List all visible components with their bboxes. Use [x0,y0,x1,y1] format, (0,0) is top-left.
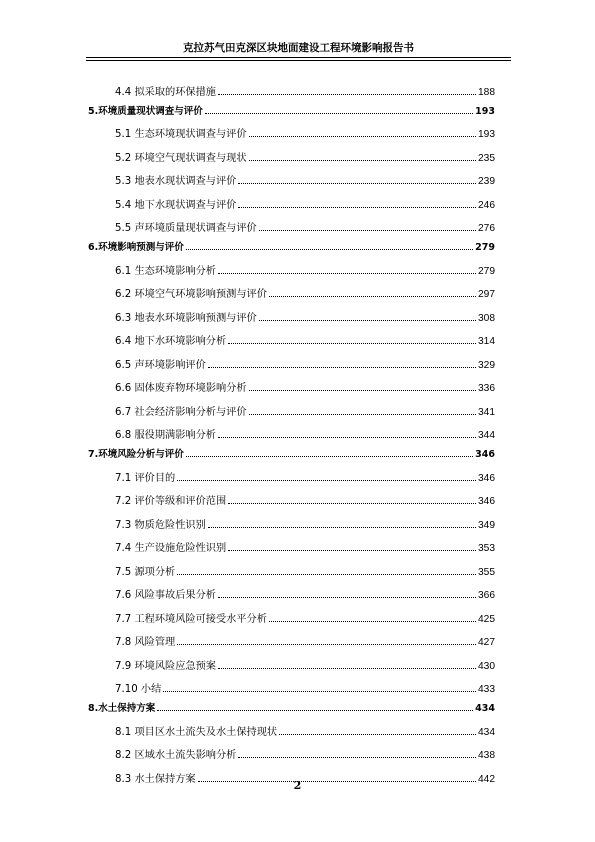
toc-page-number: 308 [478,312,495,324]
toc-entry-title: 7.8 风险管理 [115,637,176,648]
toc-dot-leader [259,320,476,321]
toc-entry-title: 7.6 风险事故后果分析 [115,590,216,601]
toc-page-number: 346 [478,496,495,507]
toc-section-entry[interactable] [88,648,495,672]
toc-dot-leader [177,574,476,575]
toc-dot-leader [228,550,476,551]
toc-chapter-entry[interactable] [88,234,495,253]
toc-section-entry[interactable] [88,460,495,484]
toc-entry-title: 5.3 地表水现状调查与评价 [115,176,237,187]
toc-section-entry[interactable] [88,347,495,371]
toc-dot-leader [208,527,476,528]
toc-entry-title: 8.2 区域水土流失影响分析 [115,750,237,761]
toc-entry-title: 5.环境质量现状调查与评价 [88,105,203,117]
toc-page-number: 276 [478,223,495,234]
toc-page-number: 349 [478,519,495,531]
toc-entry-title: 5.4 地下水现状调查与评价 [115,199,237,211]
toc-section-entry[interactable] [88,531,495,555]
toc-dot-leader [279,734,476,735]
toc-entry-title: 7.10 小结 [115,684,162,695]
toc-page-number: 346 [478,472,495,484]
toc-section-entry[interactable] [88,672,495,696]
toc-page-number: 336 [478,383,495,394]
toc-entry-title: 7.环境风险分析与评价 [88,449,184,460]
toc-section-entry[interactable] [88,117,495,141]
toc-entry-title: 7.1 评价目的 [115,472,176,484]
toc-section-entry[interactable] [88,74,495,98]
toc-page-number: 353 [478,543,495,554]
toc-page-number: 279 [478,265,495,277]
toc-page-number: 246 [478,199,495,211]
toc-chapter-entry[interactable] [88,98,495,117]
toc-dot-leader [249,414,476,415]
toc-page-number: 188 [478,86,495,98]
toc-section-entry[interactable] [88,211,495,235]
toc-dot-leader [249,160,476,161]
toc-page-number: 329 [478,359,495,371]
toc-entry-title: 7.2 评价等级和评价范围 [115,496,227,507]
toc-dot-leader [177,480,476,481]
toc-page-number: 279 [475,242,495,253]
toc-dot-leader [228,503,476,504]
toc-dot-leader [186,456,473,457]
toc-dot-leader [218,437,476,438]
toc-chapter-entry[interactable] [88,441,495,460]
toc-section-entry[interactable] [88,578,495,602]
toc-entry-title: 7.9 环境风险应急预案 [115,660,216,672]
toc-entry-title: 6.环境影响预测与评价 [88,242,184,253]
toc-dot-leader [208,367,476,368]
toc-page-number: 425 [478,613,495,625]
toc-section-entry[interactable] [88,253,495,277]
toc-entry-title: 6.6 固体废弃物环境影响分析 [115,383,247,394]
toc-dot-leader [249,390,476,391]
table-of-contents [88,74,495,785]
toc-dot-leader [218,597,476,598]
toc-page-number: 235 [478,152,495,164]
toc-page-number: 346 [475,449,495,460]
toc-dot-leader [186,249,473,250]
toc-page-number: 433 [478,684,495,695]
running-header: 克拉苏气田克深区块地面建设工程环境影响报告书 [183,42,414,54]
toc-section-entry[interactable] [88,371,495,395]
toc-section-entry[interactable] [88,140,495,164]
toc-dot-leader [205,113,473,114]
toc-section-entry[interactable] [88,484,495,508]
toc-entry-title: 6.7 社会经济影响分析与评价 [115,406,247,418]
toc-entry-title: 5.2 环境空气现状调查与现状 [115,152,247,164]
toc-entry-title: 7.5 源项分析 [115,566,176,578]
toc-section-entry[interactable] [88,277,495,301]
toc-dot-leader [259,230,476,231]
toc-entry-title: 5.5 声环境质量现状调查与评价 [115,223,257,234]
toc-dot-leader [228,343,476,344]
toc-entry-title: 7.4 生产设施危险性识别 [115,543,227,554]
toc-section-entry[interactable] [88,324,495,348]
page-number: 2 [293,779,302,792]
toc-entry-title: 8.3 水土保持方案 [115,773,196,785]
toc-dot-leader [238,757,476,758]
toc-dot-leader [249,136,476,137]
toc-section-entry[interactable] [88,507,495,531]
toc-section-entry[interactable] [88,187,495,211]
toc-page-number: 314 [478,336,495,347]
toc-page-number: 430 [478,660,495,672]
toc-page-number: 366 [478,590,495,601]
toc-entry-title: 6.1 生态环境影响分析 [115,265,216,277]
toc-section-entry[interactable] [88,394,495,418]
toc-section-entry[interactable] [88,714,495,738]
toc-page-number: 442 [478,773,495,785]
toc-section-entry[interactable] [88,738,495,762]
toc-dot-leader [163,691,476,692]
toc-page-number: 341 [478,406,495,418]
toc-dot-leader [269,621,476,622]
toc-entry-title: 7.3 物质危险性识别 [115,519,206,531]
toc-entry-title: 5.1 生态环境现状调查与评价 [115,129,247,140]
toc-page-number: 344 [478,430,495,441]
toc-section-entry[interactable] [88,625,495,649]
toc-page-number: 193 [478,129,495,140]
toc-dot-leader [157,710,473,711]
toc-entry-title: 6.4 地下水环境影响分析 [115,336,227,347]
toc-entry-title: 6.5 声环境影响评价 [115,359,206,371]
toc-page-number: 355 [478,566,495,578]
toc-entry-title: 6.3 地表水环境影响预测与评价 [115,312,257,324]
toc-dot-leader [218,668,476,669]
header-rule-thin [86,60,511,61]
toc-entry-title: 6.8 服役期满影响分析 [115,430,216,441]
toc-chapter-entry[interactable] [88,695,495,714]
toc-section-entry[interactable] [88,164,495,188]
toc-section-entry[interactable] [88,601,495,625]
toc-section-entry[interactable] [88,418,495,442]
toc-entry-title: 6.2 环境空气环境影响预测与评价 [115,289,267,300]
toc-page-number: 427 [478,637,495,648]
toc-dot-leader [177,644,476,645]
toc-section-entry[interactable] [88,300,495,324]
toc-page-number: 297 [478,289,495,300]
toc-dot-leader [218,273,476,274]
toc-section-entry[interactable] [88,554,495,578]
toc-entry-title: 7.7 工程环境风险可接受水平分析 [115,613,267,625]
toc-dot-leader [218,94,476,95]
toc-entry-title: 8.1 项目区水土流失及水土保持现状 [115,726,278,738]
toc-entry-title: 8.水土保持方案 [88,703,156,714]
toc-dot-leader [269,296,476,297]
toc-entry-title: 4.4 拟采取的环保措施 [115,86,216,98]
toc-page-number: 434 [478,726,495,738]
toc-page-number: 434 [475,703,495,714]
header-rule-thick [86,57,511,58]
toc-page-number: 438 [478,750,495,761]
toc-page-number: 239 [478,176,495,187]
toc-dot-leader [238,207,476,208]
toc-dot-leader [238,183,476,184]
toc-page-number: 193 [475,105,495,117]
